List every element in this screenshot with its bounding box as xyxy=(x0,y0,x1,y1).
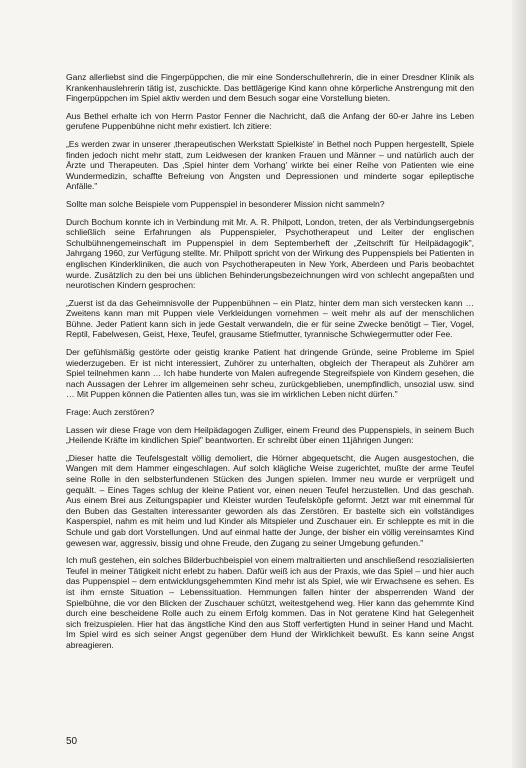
quote-zulliger: „Dieser hatte die Teufelsgestalt völlig demoliert, die Hörner abgequetscht, die Augen ausgestochen, die Wangen mit dem Hammer eingeschlagen. Auf solch klägliche Weise zugerichtet, mußte der arme Teufel seine Rolle in den selbsterfundenen Stücken des Jungen spielen. Immer neu wurde er verprügelt und gequält. – Eines Tages schlug der kleine Patient vor, einen neuen Teufel herzustellen. Und das geschah. Aus einem Brei aus Zeitungspapier und Kleister wurden Teufelsköpfe geformt. Jetzt war mit einemmal für den Buben das Gestalten interessanter geworden als das Zerstören. Er bastelte sich ein vollständiges Kasperspiel, nahm es mit heim und lud Kinder als Mitspieler und Zuschauer ein. Er schleppte es mit in die Schule und gab dort Vorstellungen. Und auf einmal hatte der Junge, der bisher ein völlig vereinsamtes Kind gewesen war, aggressiv, bissig und ohne Freude, den Zugang zu seiner Umgebung gefunden." xyxy=(66,452,474,548)
paragraph-bethel: Aus Bethel erhalte ich von Herrn Pastor Fenner die Nachricht, daß die Anfang der 60-er Jahre ins Leben gerufene Puppenbühne nicht mehr existiert. Ich zitiere: xyxy=(66,110,474,132)
page-edge-shadow xyxy=(512,0,526,768)
paragraph-question-destroy: Frage: Auch zerstören? xyxy=(66,407,155,418)
paragraph-philpott: Durch Bochum konnte ich in Verbindung mit Mr. A. R. Philpott, London, treten, der als Verbindungsergebnis schließlich seine Erfahrungen als Puppenspieler, Psychotherapeut und Leiter der englischen Schulbühnengemeinschaft im Puppenspiel in dem Septemberheft der „Zeitschrift für Heilpädagogik", Jahrgang 1960, zur Verfügung stellte. Mr. Philpott spricht von der Wirkung des Puppenspiels bei Patienten in englischen Kinderkliniken, die auch von Psychotherapeuten in New York, Aberdeen und Paris beobachtet wurde. Zusätzlich zu den bei uns üblichen Behinderungsbezeichnungen wird von schlecht angepaßten und neurotischen Kindern gesprochen: xyxy=(66,216,474,291)
body-text xyxy=(66,72,474,658)
paragraph-fingerpuppen: Ganz allerliebst sind die Fingerpüppchen, die mir eine Sonderschullehrerin, die in einer Dresdner Klinik als Krankenhauslehrerin tätig ist, zuschickte. Das bettlägerige Kind kann ohne körperliche Anstrengung mit den Fingerpüppchen im Spiel aktiv werden und dem Besuch sogar eine Vorstellung bieten. xyxy=(66,72,474,104)
page-number: 50 xyxy=(66,736,78,747)
paragraph-zulliger: Lassen wir diese Frage von dem Heilpädagogen Zulliger, einem Freund des Puppenspiels, in seinem Buch „Heilende Kräfte im kindlichen Spiel" beantworten. Er schreibt über einen 11jährigen Jungen: xyxy=(66,424,474,446)
paragraph-question-collect: Sollte man solche Beispiele vom Puppenspiel in besonderer Mission nicht sammeln? xyxy=(66,198,385,209)
quote-philpott-2: Der gefühlsmäßig gestörte oder geistig kranke Patient hat dringende Gründe, seine Probleme im Spiel wiederzugeben. Er ist nicht interessiert, Zuhörer zu unterhalten, obgleich der Therapeut als Zuhörer am Spiel teilnehmen kann … Ich habe hunderte von Malen aufregende Stegreifspiele von Kindern gesehen, die nach Aussagen der Lehrer im allgemeinen sehr scheu, zurückgeblieben, unempfindlich, unsozial usw. sind … Mit Puppen können die Patienten alles tun, was sie im wirklichen Leben nicht dürfen." xyxy=(66,347,474,400)
quote-philpott-1: „Zuerst ist da das Geheimnisvolle der Puppenbühnen – ein Platz, hinter dem man sich verstecken kann … Zweitens kann man mit Puppen viele Verkleidungen vornehmen – weit mehr als auf der menschlichen Bühne. Jeder Patient kann sich in jede Gestalt verwandeln, die er für seine Zwecke benötigt – Tier, Vogel, Reptil, Fabelwesen, Geist, Hexe, Teufel, grausame Stiefmutter, tyrannische Schwiegermutter oder Fee. xyxy=(66,297,474,340)
quote-bethel: „Es werden zwar in unserer ‚therapeutischen Werkstatt Spielkiste' in Bethel noch Puppen hergestellt, Spiele finden jedoch nicht mehr statt, zum Leidwesen der kranken Frauen und Männer – und natürlich auch der Ärzte und Therapeuten. Das ‚Spiel hinter dem Vorhang' wirkte bei einer Reihe von Patienten wie eine Wundermedizin, schaffte Befreiung von Ängsten und Depressionen und minderte sogar epileptische Anfälle." xyxy=(66,138,474,192)
paragraph-conclusion: Ich muß gestehen, ein solches Bilderbuchbeispiel von einem maltraitierten und anschließend resozialisierten Teufel in meiner Tätigkeit nicht erlebt zu haben. Dafür weiß ich aus der Praxis, wie das Spiel – und hier auch das Puppenspiel – dem entwicklungsgehemmten Kind mehr ist als Spiel, wie wir Erwachsene es sehen. Es ist ihm ernste Situation – Lebenssituation. Hemmungen fallen hinter der absperrenden Wand der Spielbühne, die vor den Blicken der Zuschauer schützt, weitestgehend weg. Hier kann das gehemmte Kind durch eine bescheidene Rolle auch zu einem Erfolg kommen. Das in Not geratene Kind hat Gelegenheit sich freizuspielen. Hier hat das ängstliche Kind den aus Stoff verfertigten Hund in seiner Hand und Macht. Im Spiel wird es sich seiner Angst gegenüber dem Hund der Wirklichkeit bewußt. Es kann seine Angst abreagieren. xyxy=(66,555,474,650)
